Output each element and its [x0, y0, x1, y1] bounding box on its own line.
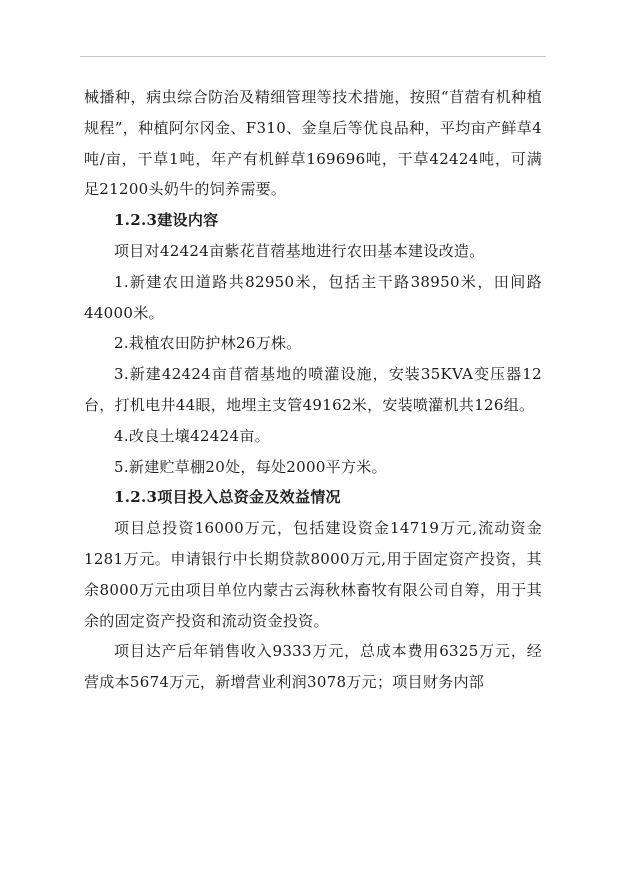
- section-heading-investment: 1.2.3项目投入总资金及效益情况: [114, 488, 341, 507]
- paragraph-revenue: 项目达产后年销售收入9333万元，总成本费用6325万元，经营成本5674万元，新增营业利润3078万元；项目财务内部: [84, 642, 542, 692]
- paragraph-construction-intro: 项目对42424亩紫花苜蓿基地进行农田基本建设改造。: [114, 241, 485, 260]
- paragraph-total-investment: 项目总投资16000万元，包括建设资金14719万元,流动资金1281万元。申请银行中长期贷款8000万元,用于固定资产投资，其余8000万元由项目单位内蒙古云海秋林畜牧有限公司自筹，用于其余的固定资产投资和流动资金投资。: [84, 519, 542, 630]
- header-rule: [80, 56, 546, 57]
- list-item-storage-sheds: 5.新建贮草棚20处，每处2000平方米。: [114, 457, 387, 476]
- list-item-shelterbelt: 2.栽植农田防护林26万株。: [114, 334, 302, 353]
- list-item-irrigation: 3.新建42424亩苜蓿基地的喷灌设施，安装35KVA变压器12台，打机电井44眼，地埋主支管49162米，安装喷灌机共126组。: [84, 365, 542, 414]
- document-body: [84, 82, 542, 698]
- list-item-soil: 4.改良土壤42424亩。: [114, 426, 270, 445]
- section-heading-construction: 1.2.3建设内容: [114, 211, 219, 230]
- list-item-roads: 1.新建农田道路共82950米，包括主干路38950米，田间路44000米。: [84, 272, 542, 322]
- paragraph-planting-measures: 械播种，病虫综合防治及精细管理等技术措施，按照“苜蓿有机种植规程”，种植阿尔冈金、F310、金皇后等优良品种，平均亩产鲜草4吨/亩，干草1吨，年产有机鲜草169696吨，干草42424吨，可满足21200头奶牛的饲养需要。: [84, 88, 542, 199]
